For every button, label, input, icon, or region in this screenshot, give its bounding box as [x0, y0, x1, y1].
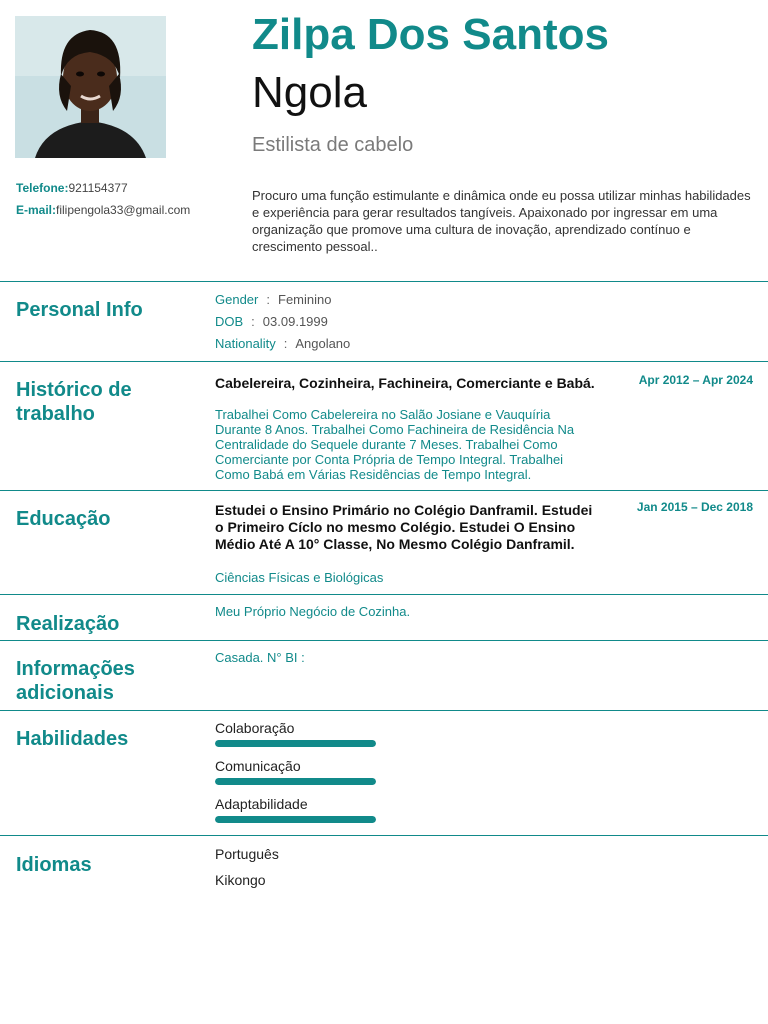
section-divider: [0, 281, 768, 282]
education-date: Jan 2015 – Dec 2018: [636, 500, 753, 514]
section-divider: [0, 710, 768, 711]
section-divider: [0, 835, 768, 836]
section-title-education: Educação: [16, 508, 111, 530]
skill-bar-fill: [215, 816, 376, 823]
separator: :: [266, 292, 270, 307]
education-description: Ciências Físicas e Biológicas: [215, 570, 384, 585]
section-title-skills: Habilidades: [16, 728, 129, 750]
skill-bar: [215, 816, 376, 823]
email-value[interactable]: filipengola33@gmail.com: [56, 203, 191, 217]
section-divider: [0, 594, 768, 595]
skill-bar: [215, 778, 376, 785]
gender-value: Feminino: [278, 292, 332, 307]
job-title: Estilista de cabelo: [252, 134, 414, 156]
section-divider: [0, 640, 768, 641]
contact-email: [16, 203, 190, 217]
email-label: E-mail:: [16, 203, 57, 217]
nationality-label: Nationality: [215, 336, 276, 351]
language-item: Kikongo: [215, 872, 266, 888]
work-description: Trabalhei Como Cabelereira no Salão Josiane e Vauquíria Durante 8 Anos. Trabalhei Como Fachineira de Residência Na Centralidade do Sequele durante 7 Meses. Trabalhei Como Comerciante por Conta Própria de Tempo Integral. Trabalhei Como Babá em Várias Residências de Tempo Integral.: [215, 407, 575, 482]
candidate-first-name: Zilpa Dos Santos: [252, 10, 609, 59]
section-divider: [0, 361, 768, 362]
personal-info-row: [215, 292, 331, 307]
profile-photo: [15, 16, 166, 158]
candidate-last-name: Ngola: [252, 68, 367, 117]
skill-label: Comunicação: [215, 758, 301, 774]
skill-bar: [215, 740, 376, 747]
contact-phone: [16, 181, 128, 195]
profile-summary: Procuro uma função estimulante e dinâmica onde eu possa utilizar minhas habilidades e experiência para gerar resultados tangíveis. Apaixonado por ingressar em uma organização que promove uma cultura de inovação, aprendizado contínuo e crescimento pessoal..: [252, 188, 751, 254]
section-title-work-history: Histórico de trabalho: [16, 379, 132, 425]
section-title-languages: Idiomas: [16, 854, 92, 876]
work-date: Apr 2012 – Apr 2024: [638, 373, 753, 387]
phone-value: 921154377: [68, 181, 128, 195]
additional-info-text: Casada. N° BI :: [215, 650, 305, 665]
achievement-text: Meu Próprio Negócio de Cozinha.: [215, 604, 411, 619]
work-heading: Cabelereira, Cozinheira, Fachineira, Comerciante e Babá.: [215, 375, 595, 391]
skill-bar-fill: [215, 778, 376, 785]
skill-label: Adaptabilidade: [215, 796, 308, 812]
section-divider: [0, 490, 768, 491]
dob-label: DOB: [215, 314, 244, 329]
skill-bar-fill: [215, 740, 376, 747]
nationality-value: Angolano: [295, 336, 351, 351]
personal-info-row: [215, 314, 328, 329]
gender-label: Gender: [215, 292, 259, 307]
section-title-achievement: Realização: [16, 613, 120, 635]
dob-value: 03.09.1999: [262, 314, 328, 329]
section-title-additional-info: Informações adicionais: [16, 658, 135, 704]
separator: :: [251, 314, 255, 329]
separator: :: [283, 336, 288, 351]
language-item: Português: [215, 846, 279, 862]
personal-info-row: [215, 336, 350, 351]
skill-label: Colaboração: [215, 720, 295, 736]
education-heading: Estudei o Ensino Primário no Colégio Danframil. Estudei o Primeiro Cíclo no mesmo Colégio. Estudei O Ensino Médio Até A 10° Classe, No Mesmo Colégio Danframil.: [215, 502, 593, 552]
phone-label: Telefone:: [16, 181, 69, 195]
section-title-personal-info: Personal Info: [16, 299, 143, 321]
